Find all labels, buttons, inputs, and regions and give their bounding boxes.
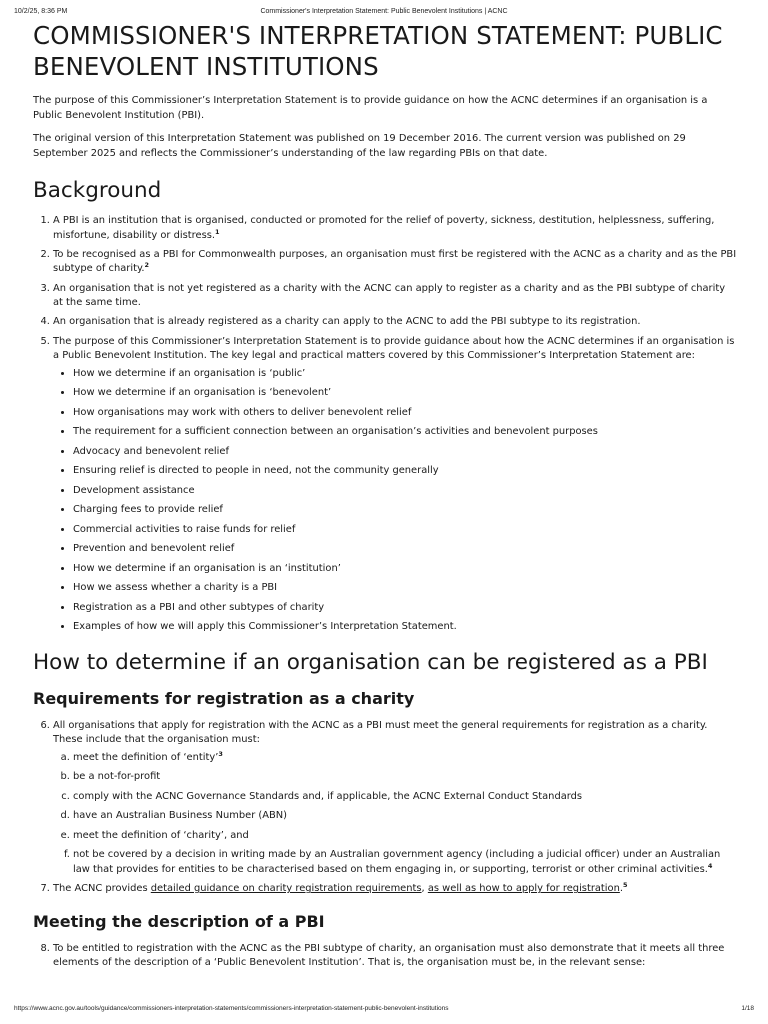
topic-item: • Development assistance (73, 484, 738, 499)
topics-list (53, 367, 738, 635)
intro-paragraph-version: The original version of this Interpretation Statement was published on 19 December 2016. The current version was published on 29 September 2025 and reflects the Commissioner’s understanding of the law regarding PBIs on that date. (33, 133, 686, 159)
footnote-ref[interactable]: 5 (623, 881, 628, 890)
topic-item: • The requirement for a sufficient connection between an organisation’s activities and benevolent purposes (73, 425, 738, 440)
requirements-list (33, 719, 738, 897)
sublist-item: d. have an Australian Business Number (ABN) (73, 809, 738, 824)
list-item: 2. To be recognised as a PBI for Commonwealth purposes, an organisation must first be registered with the ACNC as a charity and as the PBI subtype of charity.$^2$ (53, 248, 738, 277)
sublist-item: f. not be covered by a decision in writing made by an Australian government agency (including a judicial officer) under an Australian law that provides for entities to be characterised based on them engaging in, or supporting, terrorist or other criminal activities.$^4$ (73, 848, 738, 877)
list-item: 3. An organisation that is not yet registered as a charity with the ACNC can apply to register as a charity and as the PBI subtype of charity at the same time. (53, 282, 738, 311)
heading-determine-pbi: How to determine if an organisation can be registered as a PBI (33, 649, 708, 675)
heading-meeting-description: Meeting the description of a PBI (33, 911, 325, 931)
sublist-item: e. meet the definition of ‘charity’, and (73, 829, 738, 844)
footnote-ref[interactable]: 4 (707, 861, 713, 870)
intro-paragraph-purpose: The purpose of this Commissioner’s Interpretation Statement is to provide guidance on how the ACNC determines if an organisation is a Public Benevolent Institution (PBI). (33, 95, 708, 121)
print-page-title: Commissioner's Interpretation Statement: Public Benevolent Institutions | ACNC (260, 8, 508, 15)
topic-item: • How we assess whether a charity is a PBI (73, 581, 738, 596)
topic-item: • Advocacy and benevolent relief (73, 445, 738, 460)
topic-item: • Examples of how we will apply this Commissioner’s Interpretation Statement. (73, 620, 738, 635)
meeting-list (33, 942, 738, 971)
list-item: 1. A PBI is an institution that is organised, conducted or promoted for the relief of poverty, sickness, destitution, helplessness, suffering, misfortune, disability or distress.$^1$ (53, 214, 738, 243)
print-date: 10/2/25, 8:36 PM (14, 8, 68, 15)
footnote-ref[interactable]: 3 (218, 749, 223, 758)
list-item: 8. To be entitled to registration with the ACNC as the PBI subtype of charity, an organisation must also demonstrate that it meets all three elements of the description of a ‘Public Benevolent Institution’. That is, the organisation must be, in the relevant sense: (53, 942, 738, 971)
list-item: 4. An organisation that is already registered as a charity can apply to the ACNC to add the PBI subtype to its registration. (53, 315, 738, 330)
document-content (33, 20, 738, 975)
topic-item: • How we determine if an organisation is ‘benevolent’ (73, 386, 738, 401)
sublist-item: a. meet the definition of ‘entity’$^3$ (73, 751, 738, 766)
topic-item: • How we determine if an organisation is an ‘institution’ (73, 562, 738, 577)
footnote-ref[interactable]: 1 (215, 227, 220, 236)
link-charity-registration-guidance[interactable]: detailed guidance on charity registration requirements (150, 883, 422, 895)
topic-item: • Ensuring relief is directed to people in need, not the community generally (73, 464, 738, 479)
page-number: 1/18 (741, 1005, 754, 1012)
topic-item: • How we determine if an organisation is ‘public’ (73, 367, 738, 382)
page-title: COMMISSIONER'S INTERPRETATION STATEMENT: PUBLIC BENEVOLENT INSTITUTIONS (33, 21, 723, 81)
background-list (33, 214, 738, 635)
topic-item: • Commercial activities to raise funds for relief (73, 523, 738, 538)
requirements-sublist (53, 751, 738, 878)
topic-item: • Prevention and benevolent relief (73, 542, 738, 557)
topic-item: • How organisations may work with others to deliver benevolent relief (73, 406, 738, 421)
topic-item: • Charging fees to provide relief (73, 503, 738, 518)
heading-requirements: Requirements for registration as a charity (33, 688, 415, 708)
heading-background: Background (33, 178, 162, 203)
sublist-item: c. comply with the ACNC Governance Standards and, if applicable, the ACNC External Conduct Standards (73, 790, 738, 805)
list-item: 7. The ACNC provides detailed guidance on charity registration requirements, as well as how to apply for registration.$^5$ (53, 882, 738, 897)
print-url: https://www.acnc.gov.au/tools/guidance/commissioners-interpretation-statements/commissioners-interpretation-statement-public-benevolent-institutions (14, 1005, 449, 1012)
list-item: 5. The purpose of this Commissioner’s Interpretation Statement is to provide guidance about how the ACNC determines if an organisation is a Public Benevolent Institution. The key legal and practical matters covered by this Commissioner’s Interpretation Statement are: • How we determine if an organisation is ‘public’ • How we determine if an organisation is ‘benevolent’ • How organisations may work with others to deliver benevolent relief • The requirement for a sufficient connection between an organisation’s activities and benevolent purposes • Advocacy and benevolent relief • Ensuring relief is directed to people in need, not the community generally • Development assistance • Charging fees to provide relief • Commercial activities to raise funds for relief • Prevention and benevolent relief • How we determine if an organisation is an ‘institution’ • How we assess whether a charity is a PBI • Registration as a PBI and other subtypes of charity • Examples of how we will apply this Commissioner’s Interpretation Statement. (53, 335, 738, 635)
topic-item: • Registration as a PBI and other subtypes of charity (73, 601, 738, 616)
link-how-to-apply[interactable]: as well as how to apply for registration (427, 883, 620, 895)
sublist-item: b. be a not-for-profit (73, 770, 738, 785)
list-item: 6. All organisations that apply for registration with the ACNC as a PBI must meet the general requirements for registration as a charity. These include that the organisation must: a. meet the definition of ‘entity’$^3$ b. be a not-for-profit c. comply with the ACNC Governance Standards and, if applicable, the ACNC External Conduct Standards d. have an Australian Business Number (ABN) e. meet the definition of ‘charity’, and f. not be covered by a decision in writing made by an Australian government agency (including a judicial officer) under an Australian law that provides for entities to be characterised based on them engaging in, or supporting, terrorist or other criminal activities.$^4$ (53, 719, 738, 878)
footnote-ref[interactable]: 2 (144, 261, 150, 270)
